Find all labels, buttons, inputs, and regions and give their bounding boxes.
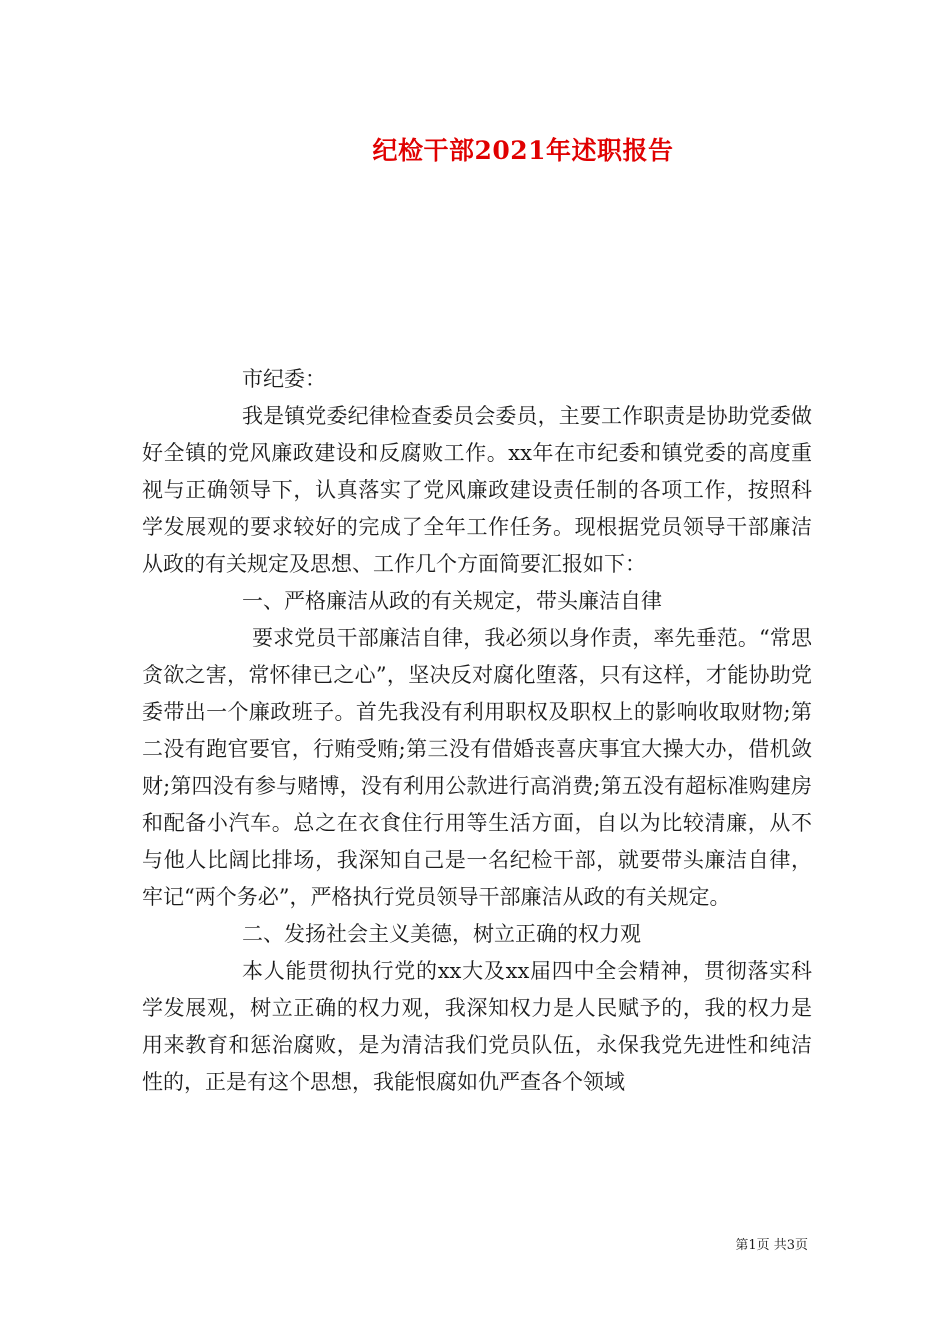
paragraph-section-2: 本人能贯彻执行党的xx大及xx届四中全会精神，贯彻落实科学发展观，树立正确的权力观，我深知权力是人民赋予的，我的权力是用来教育和惩治腐败，是为清洁我们党员队伍，永保我党先进性和纯洁性的，正是有这个思想，我能恨腐如仇严查各个领域 bbox=[142, 959, 812, 1094]
paragraph-section-1: 要求党员干部廉洁自律，我必须以身作责，率先垂范。“常思贪欲之害，常怀律已之心”，坚决反对腐化堕落，只有这样，才能协助党委带出一个廉政班子。首先我没有利用职权及职权上的影响收取财物;第二没有跑官要官，行贿受贿;第三没有借婚丧喜庆事宜大操大办，借机敛财;第四没有参与赌博，没有利用公款进行高消费;第五没有超标准购建房和配备小汽车。总之在衣食住行用等生活方面，自以为比较清廉，从不与他人比阔比排场，我深知自己是一名纪检干部，就要带头廉洁自律，牢记“两个务必”，严格执行党员领导干部廉洁从政的有关规定。 bbox=[142, 626, 812, 909]
section-heading-1: 一、严格廉洁从政的有关规定，带头廉洁自律 bbox=[242, 589, 662, 613]
page-number: 第1页 共3页 bbox=[735, 1238, 808, 1253]
paragraph-intro: 我是镇党委纪律检查委员会委员，主要工作职责是协助党委做好全镇的党风廉政建设和反腐败工作。xx年在市纪委和镇党委的高度重视与正确领导下，认真落实了党风廉政建设责任制的各项工作，按照科学发展观的要求较好的完成了全年工作任务。现根据党员领导干部廉洁从政的有关规定及思想、工作几个方面简要汇报如下： bbox=[142, 404, 812, 576]
addressee: 市纪委： bbox=[242, 367, 326, 391]
section-heading-2: 二、发扬社会主义美德，树立正确的权力观 bbox=[242, 922, 641, 946]
document-title: 纪检干部2021年述职报告 bbox=[372, 136, 674, 165]
document-body bbox=[142, 361, 812, 1138]
